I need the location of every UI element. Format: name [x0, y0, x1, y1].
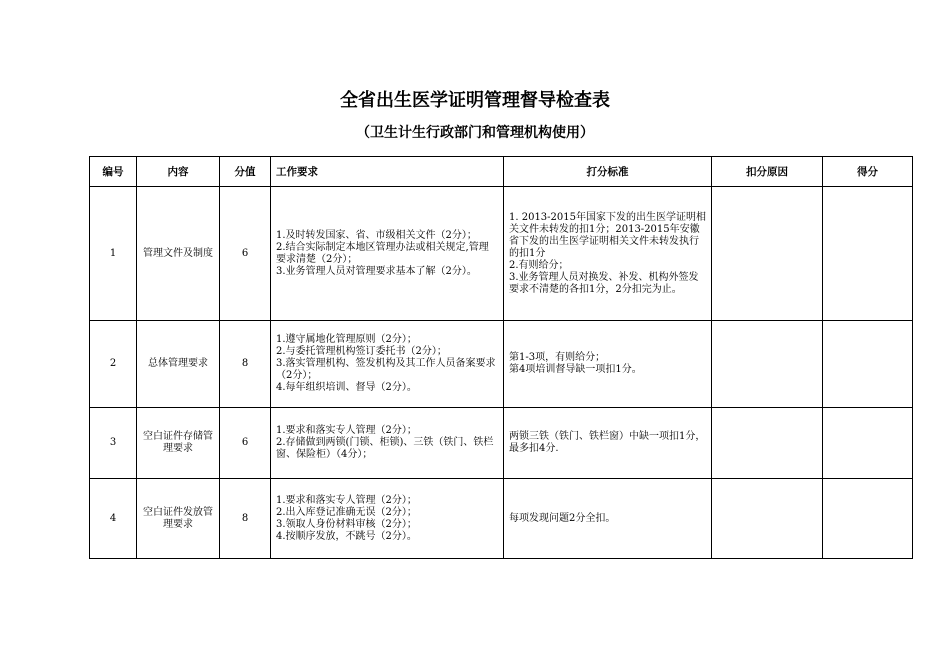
- requirement-line: 3.落实管理机构、签发机构及其工作人员备案要求（2分）；: [276, 358, 496, 381]
- got-score-cell[interactable]: [823, 321, 913, 408]
- header-standard: 打分标准: [504, 157, 712, 187]
- standard-line: 第4项培训督导缺一项扣1分。: [509, 364, 642, 375]
- requirement-line: 1.遵守属地化管理原则（2分）；: [276, 334, 417, 345]
- deduct-reason-cell[interactable]: [712, 408, 823, 479]
- requirement-line: 4.按顺序发放，不跳号（2分）。: [276, 530, 417, 542]
- standard-line: 第1-3项，有则给分；: [509, 352, 606, 363]
- page-subtitle: （卫生计生行政部门和管理机构使用）: [356, 125, 594, 141]
- table-row: [90, 187, 913, 321]
- row-score: 6: [220, 187, 271, 321]
- requirement-line: 2.出入库登记准确无误（2分）；: [276, 506, 417, 518]
- standard-line: 1. 2013-2015年国家下发的出生医学证明相关文件未转发的扣1分；2013-2015年安徽省下发的出生医学证明相关文件未转发执行的扣1分: [509, 211, 706, 259]
- table-row: [90, 408, 913, 479]
- row-standard: [504, 408, 712, 479]
- row-standard: [504, 479, 712, 559]
- standard-line: 2.有则给分；: [509, 259, 569, 271]
- requirement-line: 2.与委托管理机构签订委托书（2分）；: [276, 346, 447, 357]
- deduct-reason-cell[interactable]: [712, 479, 823, 559]
- table-row: [90, 479, 913, 559]
- requirement-line: 1.及时转发国家、省、市级相关文件（2分）；: [276, 229, 477, 241]
- standard-line: 每项发现问题2分全扣。: [509, 512, 616, 524]
- row-requirement: [271, 479, 504, 559]
- header-requirement: 工作要求: [271, 157, 504, 187]
- got-score-cell[interactable]: [823, 408, 913, 479]
- row-requirement: [271, 408, 504, 479]
- header-content: 内容: [137, 157, 220, 187]
- row-requirement: [271, 187, 504, 321]
- row-no: 1: [90, 187, 137, 321]
- table-row: [90, 321, 913, 408]
- header-got-score: 得分: [823, 157, 913, 187]
- header-deduct-reason: 扣分原因: [712, 157, 823, 187]
- row-standard: [504, 187, 712, 321]
- row-content: 空白证件存储管理要求: [137, 408, 220, 479]
- row-score: 8: [220, 321, 271, 408]
- requirement-line: 2.结合实际制定本地区管理办法或相关规定,管理要求清楚（2分）；: [276, 241, 489, 265]
- requirement-line: 1.要求和落实专人管理（2分）；: [276, 494, 417, 506]
- requirement-line: 3.领取人身份材料审核（2分）；: [276, 518, 417, 530]
- got-score-cell[interactable]: [823, 187, 913, 321]
- requirement-line: 2.存储做到两锁(门锁、柜锁)、三铁（铁门、铁栏窗、保险柜）（4分）；: [276, 437, 494, 460]
- row-content: 管理文件及制度: [137, 187, 220, 321]
- row-score: 6: [220, 408, 271, 479]
- row-no: 4: [90, 479, 137, 559]
- row-no: 2: [90, 321, 137, 408]
- deduct-reason-cell[interactable]: [712, 321, 823, 408]
- header-score: 分值: [220, 157, 271, 187]
- row-content: 空白证件发放管理要求: [137, 479, 220, 559]
- row-requirement: [271, 321, 504, 408]
- header-no: 编号: [90, 157, 137, 187]
- row-content: 总体管理要求: [137, 321, 220, 408]
- page-title: 全省出生医学证明管理督导检查表: [340, 90, 610, 111]
- standard-line: 3.业务管理人员对换发、补发、机构外签发要求不清楚的各扣1分，2分扣完为止。: [509, 271, 699, 295]
- requirement-line: 1.要求和落实专人管理（2分）；: [276, 425, 417, 436]
- row-score: 8: [220, 479, 271, 559]
- inspection-table: [89, 156, 913, 559]
- got-score-cell[interactable]: [823, 479, 913, 559]
- row-no: 3: [90, 408, 137, 479]
- requirement-line: 4.每年组织培训、督导（2分）。: [276, 382, 417, 393]
- deduct-reason-cell[interactable]: [712, 187, 823, 321]
- requirement-line: 3.业务管理人员对管理要求基本了解（2分）。: [276, 265, 477, 277]
- standard-line: 两锁三铁（铁门、铁栏窗）中缺一项扣1分，最多扣4分.: [509, 431, 706, 454]
- table-header-row: [90, 157, 913, 187]
- row-standard: [504, 321, 712, 408]
